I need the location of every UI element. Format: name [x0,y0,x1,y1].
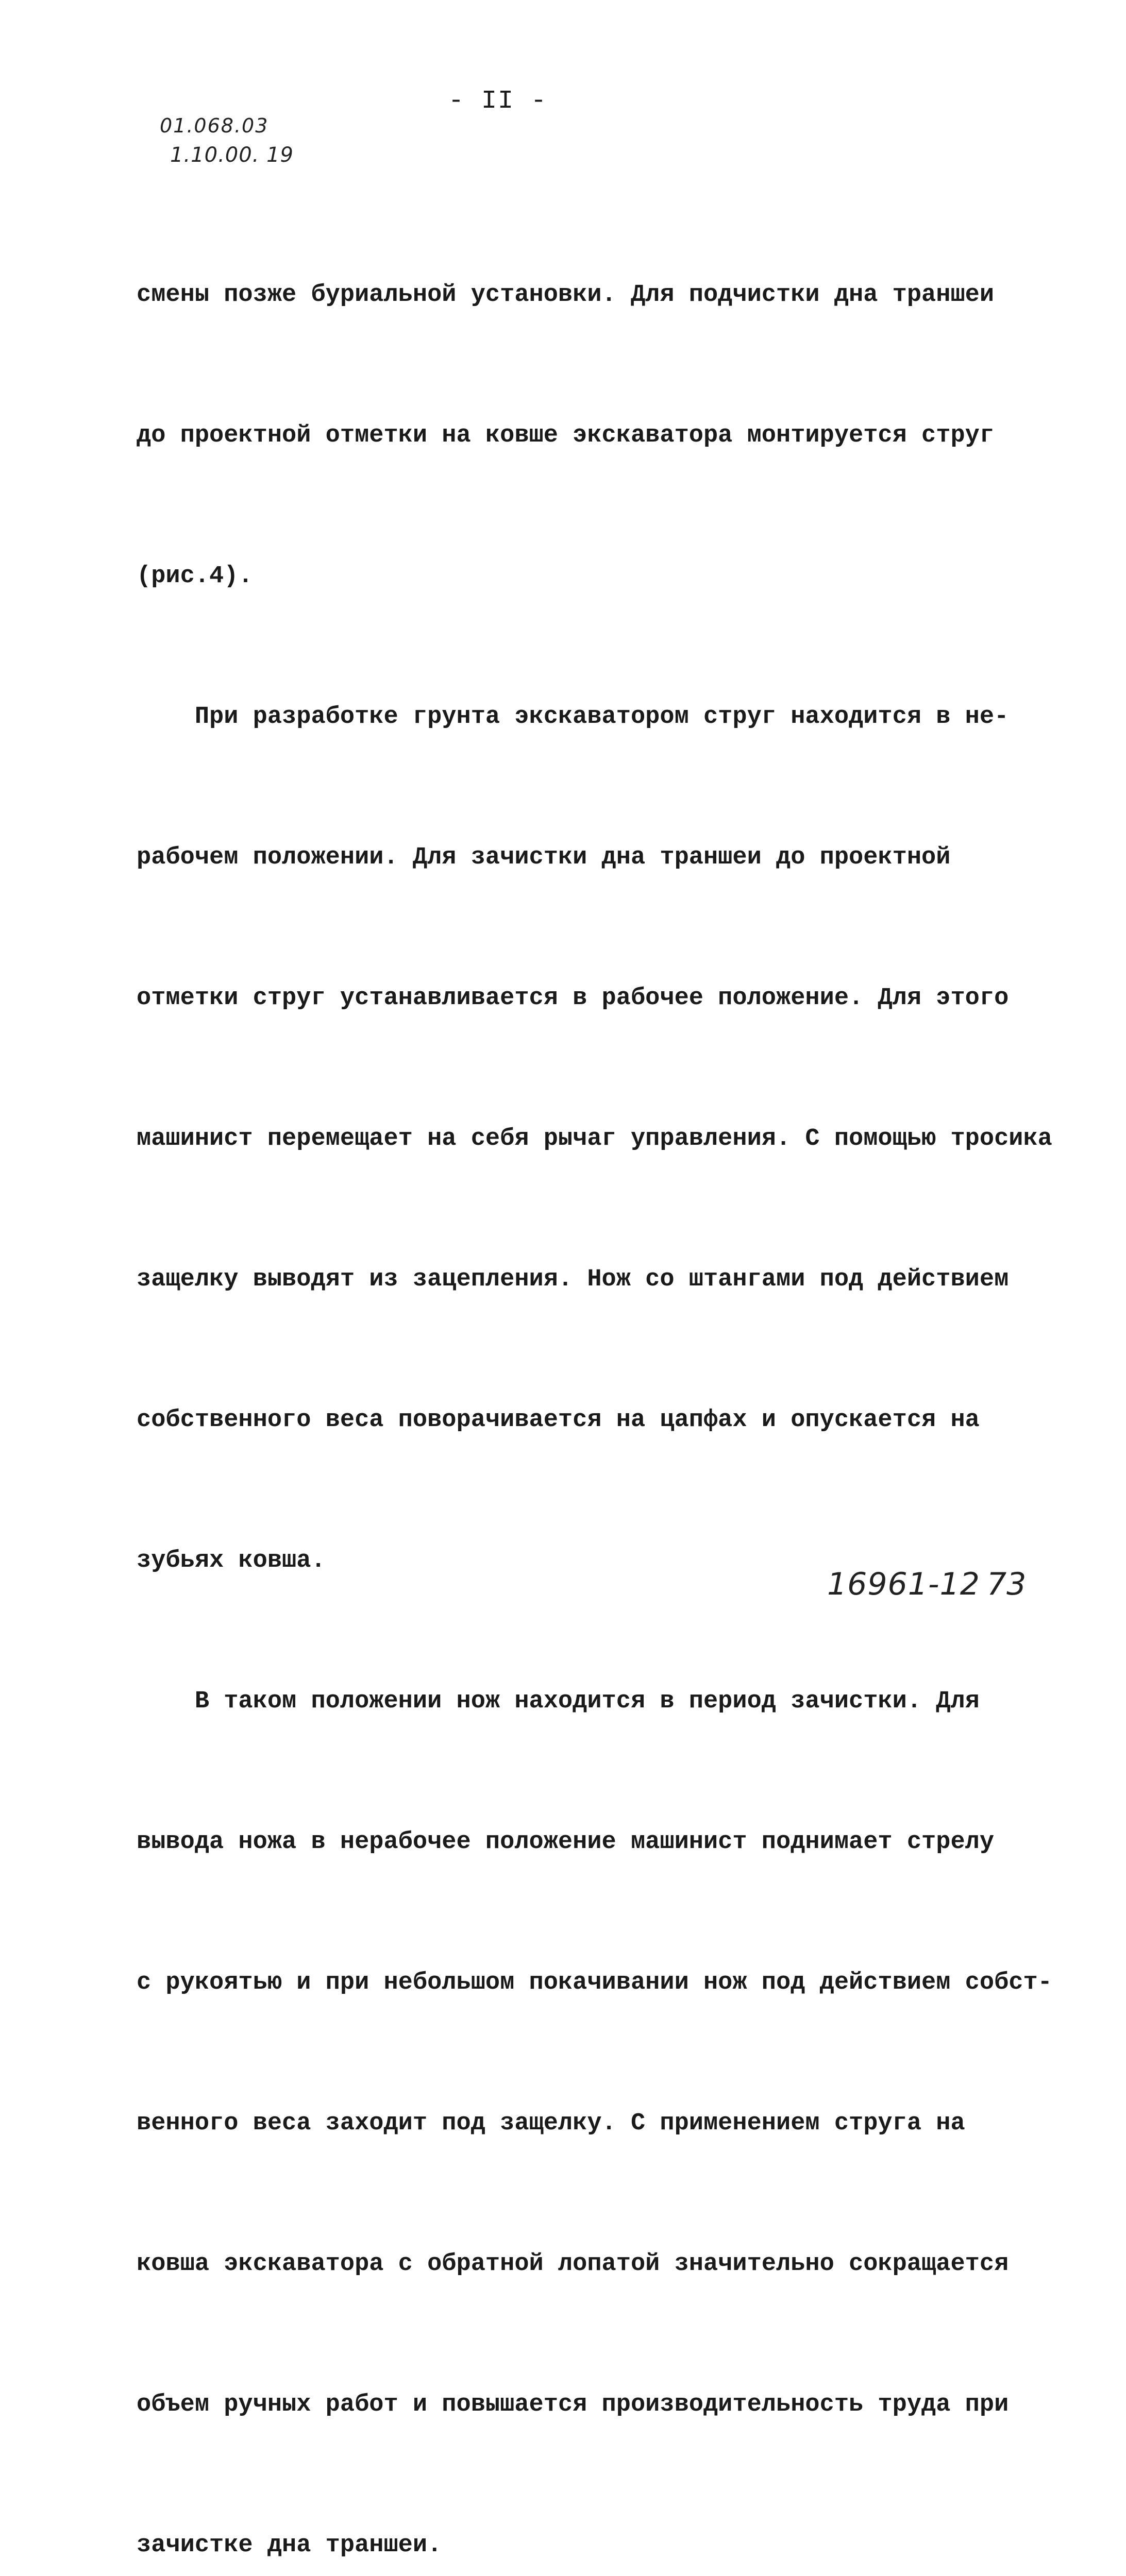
text-line: При разработке грунта экскаватором струг находится в не- [137,703,1009,731]
text-line: собственного веса поворачивается на цапфах и опускается на [137,1406,980,1434]
text-line: вывода ножа в нерабочее положение машинист поднимает стрелу [137,1828,995,1856]
handwritten-code-1: 01.068.03 [160,114,269,137]
text-line: венного веса заходит под защелку. С применением струга на [137,2110,965,2137]
text-line: (рис.4). [137,563,253,590]
text-line: смены позже буриальной установки. Для подчистки дна траншеи [137,281,995,309]
text-line: ковша экскаватора с обратной лопатой значительно сокращается [137,2250,1009,2278]
text-line: зубьях ковша. [137,1547,326,1574]
page-number: - II - [448,87,548,116]
text-line: В таком положении нож находится в период зачистки. Для [137,1688,980,1715]
text-line: рабочем положении. Для зачистки дна траншеи до проектной [137,844,951,871]
handwritten-code-2: 1.10.00. 19 [170,143,294,167]
body-text [137,178,1116,2576]
text-line: отметки струг устанавливается в рабочее положение. Для этого [137,985,1009,1012]
text-line: защелку выводят из зацепления. Нож со штангами под действием [137,1266,1009,1293]
text-line: до проектной отметки на ковше экскаватора монтируется струг [137,422,995,449]
text-line: объем ручных работ и повышается производительность труда при [137,2391,1009,2418]
text-line: с рукоятью и при небольшом покачивании нож под действием собст- [137,1969,1052,1996]
footer-page-number: 73 [987,1566,1027,1602]
footer-doc-number: 16961-12 [827,1566,980,1602]
text-line: зачистке дна траншеи. [137,2532,442,2559]
text-line: машинист перемещает на себя рычаг управления. С помощью тросика [137,1125,1052,1153]
